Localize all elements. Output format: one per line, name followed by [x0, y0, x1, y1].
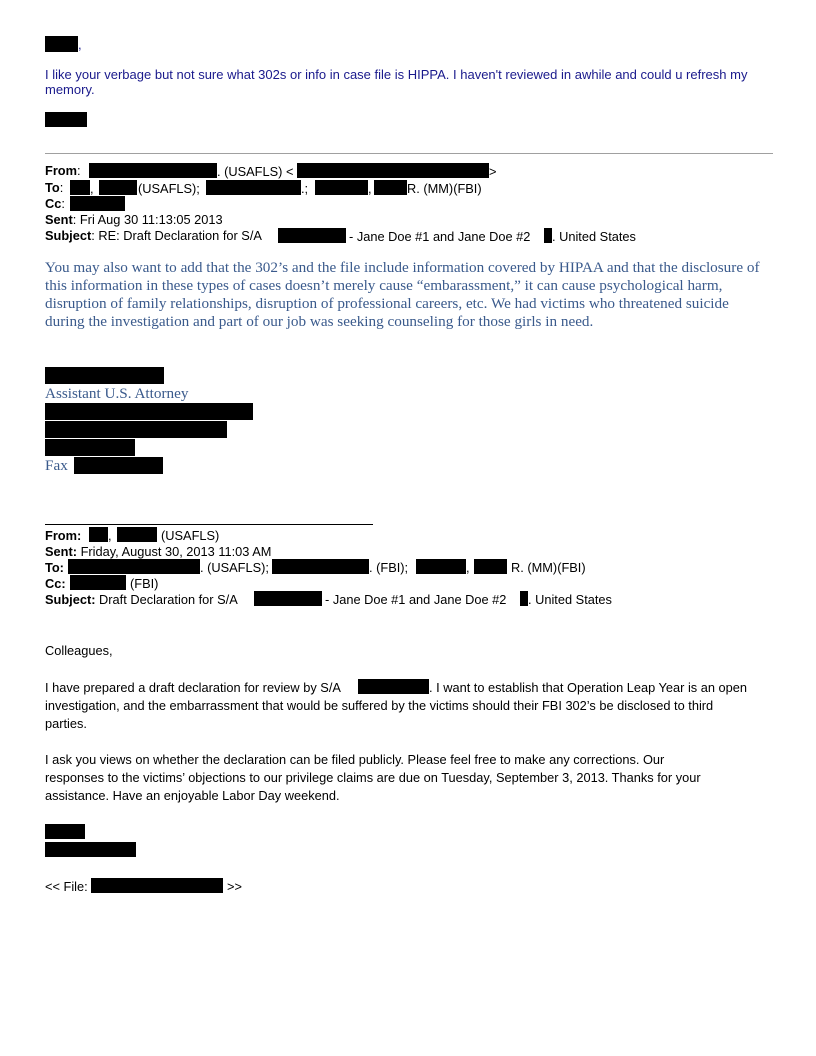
redacted-agent-name-2: [254, 591, 322, 606]
email2-to-d: R. (MM)(FBI): [511, 560, 586, 575]
email2-to-label: To:: [45, 560, 64, 575]
email2-sent-value: Friday, August 30, 2013 11:03 AM: [80, 544, 272, 559]
para1-line3: parties.: [45, 716, 87, 731]
redacted-cc2: [70, 575, 126, 590]
email2-from-b: (USAFLS): [161, 528, 220, 543]
para1-line1a: I have prepared a draft declaration for review by S/A: [45, 680, 341, 695]
redacted-from-name: [89, 163, 217, 178]
separator-line: [45, 153, 773, 154]
redacted-from2-1: [89, 527, 108, 542]
redacted-signer: [45, 367, 164, 384]
from-label: From: [45, 163, 77, 178]
redacted-from-email: [297, 163, 489, 178]
sent-value: Fri Aug 30 11:13:05 2013: [79, 212, 223, 227]
file-suffix: >>: [227, 879, 242, 894]
sent-label: Sent: [45, 212, 73, 227]
email2-subject-line: [45, 592, 238, 608]
reply-message: I like your verbage but not sure what 302s or info in case file is HIPPA. I haven't reviewed in awhile and could u refresh my memory.: [45, 67, 748, 97]
subject-label: Subject: [45, 228, 92, 243]
cc-label: Cc: [45, 196, 62, 211]
para2-line3: assistance. Have an enjoyable Labor Day weekend.: [45, 788, 340, 803]
redacted-sender-title: [45, 842, 136, 857]
email1-cc-line: Cc:: [45, 196, 65, 211]
greeting-comma: ,: [78, 37, 82, 52]
redacted-to-2: [99, 180, 137, 195]
to-text-a: ,: [90, 181, 94, 196]
to-text-e: R. (MM)(FBI): [407, 181, 482, 196]
redacted-short: [544, 228, 552, 243]
redacted-phone: [45, 439, 135, 456]
redacted-fax: [74, 457, 163, 474]
to-text-b: (USAFLS);: [138, 181, 200, 196]
to-label: To: [45, 180, 60, 195]
email1-from-line: From:: [45, 163, 81, 178]
redacted-attachment[interactable]: [91, 878, 223, 893]
file-prefix: << File:: [45, 879, 88, 894]
subject-c: . United States: [552, 229, 636, 244]
email2-cc-a: (FBI): [130, 576, 159, 591]
email2-subject-a: Draft Declaration for S/A: [99, 592, 238, 607]
email2-to-c: ,: [466, 560, 470, 575]
email2-subject-c: . United States: [528, 592, 612, 607]
subject-a: RE: Draft Declaration for S/A: [98, 228, 262, 243]
email2-sent-label: Sent:: [45, 544, 77, 559]
redacted-signoff: [45, 112, 87, 127]
to-text-c: .;: [301, 181, 309, 196]
para1-line1b: . I want to establish that Operation Leap Year is an open: [429, 680, 748, 695]
email1-sent-line: Sent: Fri Aug 30 11:13:05 2013: [45, 212, 223, 227]
redacted-to2-2: [272, 559, 369, 574]
redacted-to2-1: [68, 559, 200, 574]
email2-to-a: . (USAFLS);: [200, 560, 269, 575]
email1-body: You may also want to add that the 302’s and the file include information covered by HIPAA and that the disclosure of this information in these types of cases doesn’t merely cause “embarassment,” it can cause psychological harm, disruption of family relationships, disruption of professional careers, etc. We had victims who threatened suicide during the investigation and part of our job was seeking counseling for those girls in need.: [45, 259, 760, 330]
from-text-b: >: [489, 164, 497, 179]
redacted-address-2: [45, 421, 227, 438]
redacted-sender-name: [45, 824, 85, 839]
email2-to-b: . (FBI);: [369, 560, 409, 575]
signature-fax: Fax: [45, 457, 68, 474]
email1-subject-line: Subject: RE: Draft Declaration for S/A: [45, 228, 262, 243]
redacted-address-1: [45, 403, 253, 420]
redacted-short-2: [520, 591, 528, 606]
separator-line-2: [45, 524, 373, 525]
para2-line1: I ask you views on whether the declaration can be filed publicly. Please feel free to make any corrections. Our: [45, 752, 665, 767]
email1-to-line: To:: [45, 180, 64, 195]
redacted-to-3: [206, 180, 301, 195]
redacted-agent-name-3: [358, 679, 429, 694]
redacted-agent-name: [278, 228, 346, 243]
email2-sent-line: [45, 544, 271, 560]
redacted-to2-3: [416, 559, 466, 574]
email2-subject-label: Subject:: [45, 592, 96, 607]
signature-title: Assistant U.S. Attorney: [45, 385, 189, 402]
para1-line2: investigation, and the embarrassment that would be suffered by the victims should their FBI 302’s be disclosed to third: [45, 698, 714, 713]
redacted-to2-4: [474, 559, 507, 574]
salutation: Colleagues,: [45, 643, 113, 658]
email2-from-a: ,: [108, 528, 112, 543]
email2-cc-label: Cc:: [45, 576, 66, 591]
redacted-to-5: [374, 180, 407, 195]
redacted-to-4: [315, 180, 368, 195]
email2-from-label: From:: [45, 528, 82, 543]
redacted-cc: [70, 196, 125, 211]
para2-line2: responses to the victims’ objections to our privilege claims are due on Tuesday, September 3, 2013. Thanks for your: [45, 770, 701, 785]
email2-subject-b: - Jane Doe #1 and Jane Doe #2: [325, 592, 507, 607]
from-text-a: . (USAFLS) <: [217, 164, 294, 179]
redacted-name: [45, 36, 78, 52]
redacted-from2-2: [117, 527, 157, 542]
to-text-d: ,: [368, 181, 372, 196]
subject-b: - Jane Doe #1 and Jane Doe #2: [349, 229, 531, 244]
redacted-to-1: [70, 180, 90, 195]
